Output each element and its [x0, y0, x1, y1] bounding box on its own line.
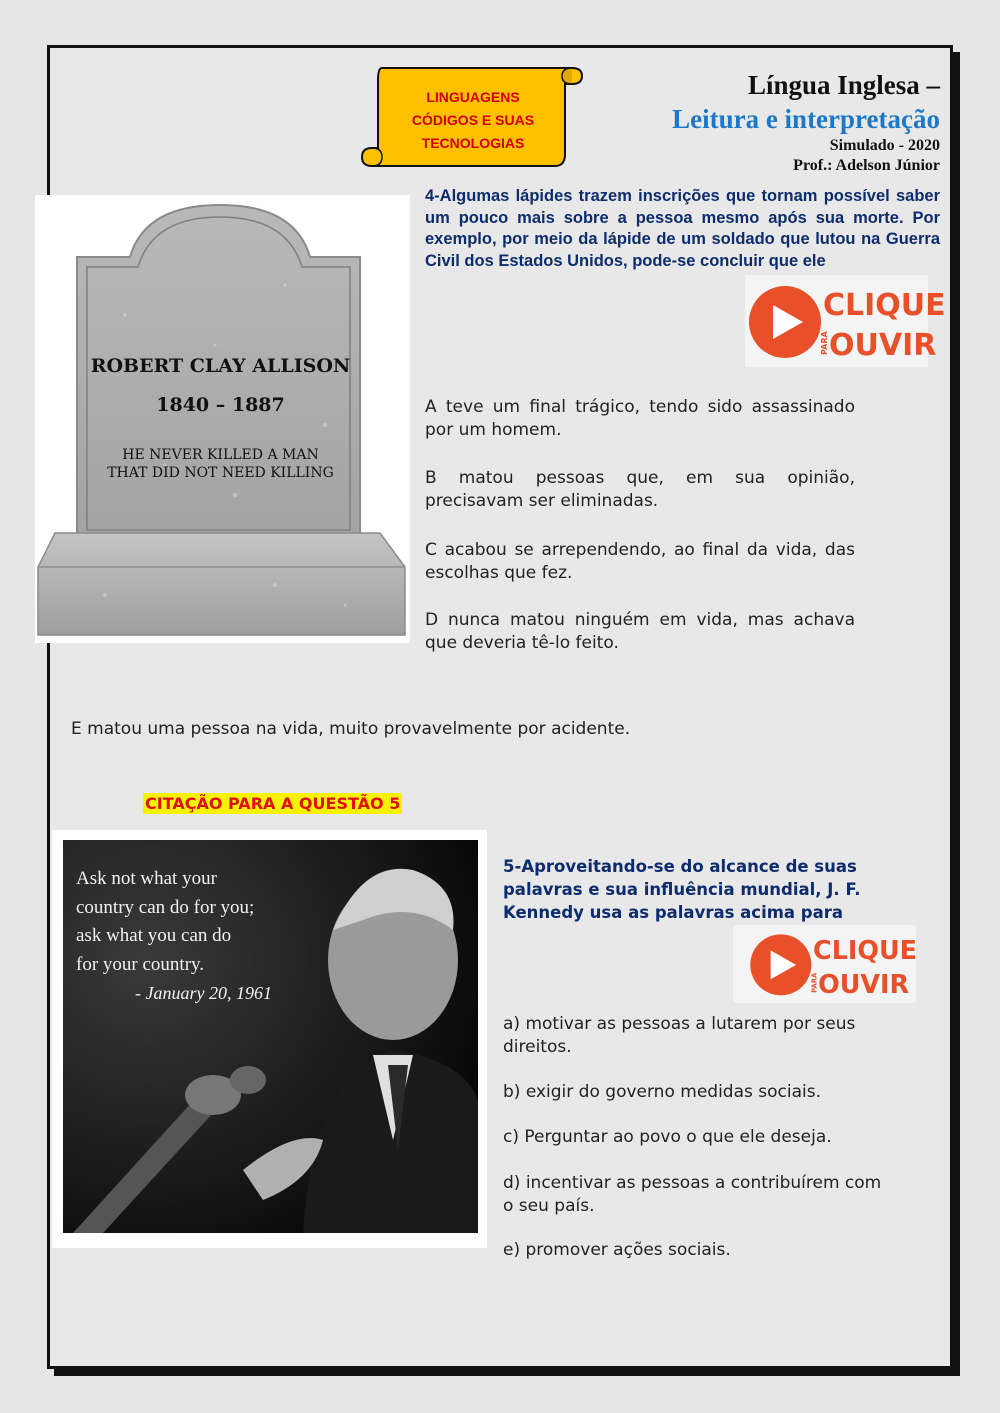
quote-date: - January 20, 1961 [135, 983, 272, 1003]
citation-label: CITAÇÃO PARA A QUESTÃO 5 [145, 794, 401, 813]
q4-option-c[interactable]: C acabou se arrependendo, ao final da vida, das escolhas que fez. [425, 540, 855, 583]
q4-option-e[interactable]: E matou uma pessoa na vida, muito provavelmente por acidente. [71, 719, 631, 739]
tombstone-graphic [35, 195, 410, 643]
listen-small: PARA [810, 972, 819, 993]
listen-line2: OUVIR [818, 968, 910, 999]
question-5-prompt: 5-Aproveitando-se do alcance de suas palavras e sua influência mundial, J. F. Kennedy usa as palavras acima para [503, 857, 861, 922]
q5-option-e[interactable]: e) promover ações sociais. [503, 1240, 731, 1260]
q5-option-c[interactable]: c) Perguntar ao povo o que ele deseja. [503, 1127, 832, 1147]
q4-option-d[interactable]: D nunca matou ninguém em vida, mas achava que deveria tê-lo feito. [425, 610, 855, 653]
listen-button-q5[interactable] [733, 925, 916, 1003]
jfk-quote [76, 865, 254, 979]
banner-line: TECNOLOGIAS [421, 135, 525, 151]
listen-line1: CLIQUE [813, 934, 917, 965]
exam-label: Simulado - 2020 [829, 137, 940, 154]
listen-line2: OUVIR [829, 328, 937, 363]
tombstone-image [35, 195, 410, 643]
page-subtitle: Leitura e interpretação [672, 104, 940, 134]
tombstone-years: 1840 – 1887 [156, 394, 285, 416]
epitaph-line: THAT DID NOT NEED KILLING [107, 465, 334, 481]
quote-line: ask what you can do [76, 925, 232, 946]
listen-graphic [733, 925, 916, 1003]
question-4-prompt: 4-Algumas lápides trazem inscrições que tornam possível saber um pouco mais sobre a pessoa mesmo após sua morte. Por exemplo, por meio da lápide de um soldado que lutou na Guerra Civil dos Estados Unidos, pode-se concluir que ele [425, 187, 940, 270]
q5-option-b[interactable]: b) exigir do governo medidas sociais. [503, 1082, 821, 1102]
subject-banner-text [378, 86, 568, 155]
page-title: Língua Inglesa – [747, 70, 940, 100]
listen-small: PARA [820, 331, 829, 355]
quote-line: country can do for you; [76, 896, 255, 918]
quote-line: for your country. [76, 953, 205, 975]
banner-line: LINGUAGENS [426, 89, 520, 105]
q4-option-a[interactable]: A teve um final trágico, tendo sido assassinado por um homem. [425, 397, 855, 440]
tombstone-epitaph [78, 446, 363, 482]
epitaph-line: HE NEVER KILLED A MAN [122, 447, 319, 463]
q4-option-b[interactable]: B matou pessoas que, em sua opinião, precisavam ser eliminadas. [425, 468, 855, 511]
listen-graphic [745, 275, 946, 367]
banner-line: CÓDIGOS E SUAS [411, 112, 535, 128]
q5-option-d[interactable]: d) incentivar as pessoas a contribuírem com o seu país. [503, 1173, 882, 1216]
teacher-label: Prof.: Adelson Júnior [793, 157, 940, 174]
listen-button-q4[interactable] [745, 275, 946, 367]
quote-line: Ask not what your [76, 868, 217, 889]
listen-line1: CLIQUE [823, 288, 946, 323]
tombstone-name: ROBERT CLAY ALLISON [90, 355, 351, 377]
q5-option-a[interactable]: a) motivar as pessoas a lutarem por seus direitos. [503, 1014, 856, 1057]
